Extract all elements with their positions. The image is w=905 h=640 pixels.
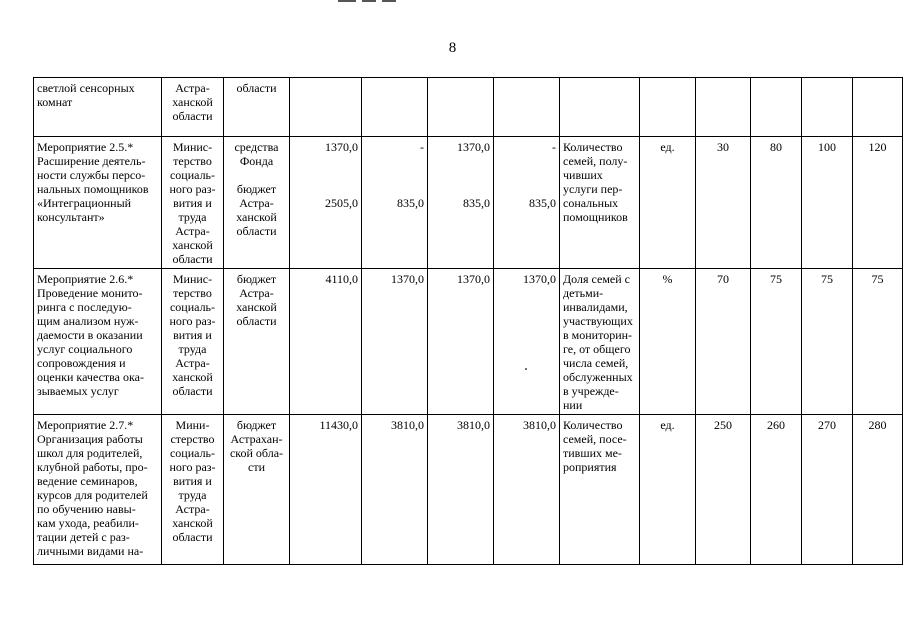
year2-cell xyxy=(428,78,494,137)
base-value-cell: 250 xyxy=(696,415,751,565)
scan-dot xyxy=(525,368,527,370)
measure-cell: Мероприятие 2.6.* Проведение монито- ринга с последую- щим анализом нуж- даемости в оказании услуг социального сопровождения и оценки качества ока- зываемых услуг xyxy=(34,269,162,415)
executor-cell: Мини- стерство социаль- ного раз- вития и труда Астра- ханской области xyxy=(162,415,224,565)
executor-cell: Астра- ханской области xyxy=(162,78,224,137)
target1-cell: 80 xyxy=(751,137,802,269)
target2-cell: 270 xyxy=(802,415,853,565)
target1-cell: 75 xyxy=(751,269,802,415)
executor-cell: Минис- терство социаль- ного раз- вития и труда Астра- ханской области xyxy=(162,269,224,415)
total-cell-line-2: 2505,0 xyxy=(325,196,358,210)
total-cell: 11430,0 xyxy=(290,415,362,565)
executor-cell: Минис- терство социаль- ного раз- вития и труда Астра- ханской области xyxy=(162,137,224,269)
base-value-cell: 30 xyxy=(696,137,751,269)
indicator-cell: Доля семей с детьми- инвалидами, участвующих в мониторин- ге, от общего числа семей, обслуженных в учрежде- нии xyxy=(560,269,640,415)
target1-cell: 260 xyxy=(751,415,802,565)
year3-cell: 1370,0 xyxy=(494,269,560,415)
total-cell xyxy=(290,137,362,269)
year3-cell xyxy=(494,137,560,269)
table-row xyxy=(34,269,903,415)
source-cell: бюджет Астра- ханской области xyxy=(224,269,290,415)
year1-cell: 1370,0 xyxy=(362,269,428,415)
year2-cell-line-1: 1370,0 xyxy=(457,140,490,154)
total-cell-line-1: 1370,0 xyxy=(325,140,358,154)
unit-cell xyxy=(640,78,696,137)
year3-cell xyxy=(494,78,560,137)
year1-cell: 3810,0 xyxy=(362,415,428,565)
total-cell xyxy=(290,78,362,137)
unit-cell: % xyxy=(640,269,696,415)
target3-cell: 75 xyxy=(853,269,903,415)
measure-cell: Мероприятие 2.7.* Организация работы школ для родителей, клубной работы, про- ведение семинаров, курсов для родителей по обучению навы- кам ухода, реабили- тации детей с раз- личными видами на- xyxy=(34,415,162,565)
target3-cell xyxy=(853,78,903,137)
source-cell: средства Фонда бюджет Астра- ханской области xyxy=(224,137,290,269)
target1-cell xyxy=(751,78,802,137)
base-value-cell xyxy=(696,78,751,137)
indicator-cell: Количество семей, полу- чивших услуги пер- сональных помощников xyxy=(560,137,640,269)
table-row xyxy=(34,415,903,565)
source-cell: бюджет Астрахан- ской обла- сти xyxy=(224,415,290,565)
year1-cell xyxy=(362,78,428,137)
measure-cell: Мероприятие 2.5.* Расширение деятель- ности службы персо- нальных помощников «Интеграционный консультант» xyxy=(34,137,162,269)
unit-cell: ед. xyxy=(640,415,696,565)
year3-cell-line-2: 835,0 xyxy=(529,196,556,210)
year1-cell-line-1: - xyxy=(420,140,424,154)
total-cell: 4110,0 xyxy=(290,269,362,415)
year2-cell: 1370,0 xyxy=(428,269,494,415)
top-scan-marks xyxy=(338,0,398,3)
table-row xyxy=(34,78,903,137)
indicator-cell: Количество семей, посе- тивших ме- роприятия xyxy=(560,415,640,565)
target3-cell: 120 xyxy=(853,137,903,269)
year3-cell: 3810,0 xyxy=(494,415,560,565)
base-value-cell: 70 xyxy=(696,269,751,415)
year2-cell: 3810,0 xyxy=(428,415,494,565)
year2-cell xyxy=(428,137,494,269)
source-cell: области xyxy=(224,78,290,137)
year3-cell-line-1: - xyxy=(552,140,556,154)
indicator-cell xyxy=(560,78,640,137)
year2-cell-line-2: 835,0 xyxy=(463,196,490,210)
table-row xyxy=(34,137,903,269)
year1-cell-line-2: 835,0 xyxy=(397,196,424,210)
target3-cell: 280 xyxy=(853,415,903,565)
target2-cell xyxy=(802,78,853,137)
program-table xyxy=(33,77,903,565)
target2-cell: 75 xyxy=(802,269,853,415)
page-number: 8 xyxy=(448,40,457,56)
year1-cell xyxy=(362,137,428,269)
unit-cell: ед. xyxy=(640,137,696,269)
target2-cell: 100 xyxy=(802,137,853,269)
measure-cell: светлой сенсорных комнат xyxy=(34,78,162,137)
